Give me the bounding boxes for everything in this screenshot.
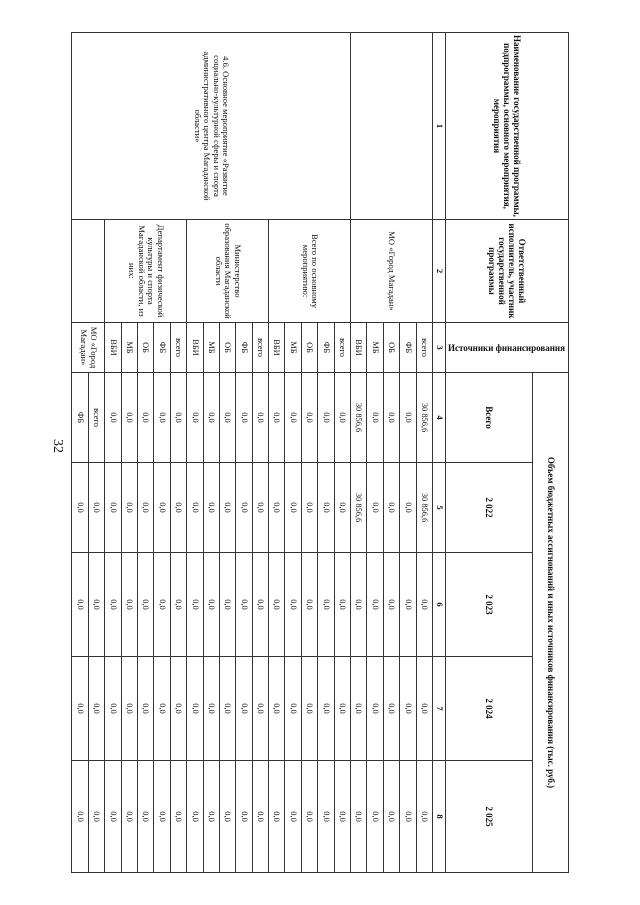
row-name-cell (351, 33, 433, 220)
value-cell: 0,0 (334, 553, 350, 657)
value-cell: 0,0 (187, 463, 203, 553)
value-cell: 0,0 (170, 761, 186, 873)
source-cell: ВБИ (351, 323, 367, 373)
value-cell: 0,0 (137, 553, 153, 657)
source-cell: МБ (367, 323, 383, 373)
measure-name: 4.6. Основное мероприятие «Развитие социально-культурной сферы и спорта административного центра Магаданской области» (72, 33, 351, 220)
header-year: 2 022 (446, 463, 533, 553)
value-cell: 0,0 (236, 373, 252, 463)
value-cell: 0,0 (269, 373, 285, 463)
value-cell: 0,0 (367, 657, 383, 761)
header-executor: Ответственный исполнитель, участник государственной программы (446, 220, 569, 323)
value-cell: 0,0 (154, 761, 170, 873)
value-cell: 0,0 (269, 657, 285, 761)
value-cell: 0,0 (72, 553, 88, 657)
header-funding: Объем бюджетных ассигнований и иных источников финансирования (тыс. руб.) (533, 373, 569, 873)
value-cell: 0,0 (187, 761, 203, 873)
value-cell: 0,0 (187, 373, 203, 463)
value-cell: 0,0 (301, 553, 317, 657)
value-cell: 0,0 (318, 657, 334, 761)
value-cell: 0,0 (269, 463, 285, 553)
value-cell: 0,0 (203, 553, 219, 657)
value-cell: 0,0 (318, 553, 334, 657)
column-number: 5 (433, 463, 446, 553)
value-cell: 0,0 (301, 657, 317, 761)
value-cell: 0,0 (400, 761, 416, 873)
value-cell: 0,0 (137, 463, 153, 553)
value-cell: 0,0 (252, 657, 268, 761)
value-cell: 0,0 (367, 553, 383, 657)
value-cell: 0,0 (400, 657, 416, 761)
column-number: 2 (433, 220, 446, 323)
value-cell: 0,0 (170, 463, 186, 553)
value-cell: 0,0 (367, 373, 383, 463)
value-cell: 0,0 (416, 657, 432, 761)
value-cell: 0,0 (383, 761, 399, 873)
column-number: 8 (433, 761, 446, 873)
value-cell: 0,0 (318, 373, 334, 463)
source-cell: ВБИ (187, 323, 203, 373)
value-cell: 0,0 (88, 761, 104, 873)
value-cell: 0,0 (285, 761, 301, 873)
value-cell: 0,0 (105, 373, 121, 463)
value-cell: 0,0 (154, 553, 170, 657)
source-cell: ФБ (236, 323, 252, 373)
value-cell: 0,0 (72, 657, 88, 761)
value-cell: 30 856,6 (351, 373, 367, 463)
value-cell: 0,0 (137, 657, 153, 761)
value-cell: 0,0 (334, 761, 350, 873)
source-cell: ОБ (301, 323, 317, 373)
value-cell: 0,0 (219, 657, 235, 761)
value-cell: 0,0 (285, 553, 301, 657)
header-name: Наименование государственной программы, подпрограммы, основного мероприятия, мероприятия (446, 33, 569, 220)
source-cell: МБ (121, 323, 137, 373)
source-cell: ОБ (383, 323, 399, 373)
source-cell: ФБ (318, 323, 334, 373)
value-cell: 30 856,6 (351, 463, 367, 553)
value-cell: 0,0 (219, 761, 235, 873)
value-cell: 30 856,6 (416, 463, 432, 553)
value-cell: 0,0 (72, 761, 88, 873)
value-cell: 0,0 (121, 463, 137, 553)
value-cell: 0,0 (219, 463, 235, 553)
executor-cell: МО «Город Магадан» (351, 220, 433, 323)
source-cell: всего (416, 323, 432, 373)
header-total: Всего (446, 373, 533, 463)
value-cell: 0,0 (301, 761, 317, 873)
column-number: 7 (433, 657, 446, 761)
value-cell: 0,0 (88, 657, 104, 761)
value-cell: 0,0 (170, 373, 186, 463)
value-cell: 0,0 (367, 761, 383, 873)
source-cell: МБ (203, 323, 219, 373)
value-cell: 0,0 (252, 373, 268, 463)
value-cell: 0,0 (285, 373, 301, 463)
value-cell: 0,0 (416, 761, 432, 873)
source-cell: ОБ (219, 323, 235, 373)
value-cell: 0,0 (301, 373, 317, 463)
executor-cell: Министерство образования Магаданской области (187, 220, 269, 323)
source-cell: ФБ (400, 323, 416, 373)
executor-cell: Департамент физической культуры и спорта Магаданской области, из них: (105, 220, 187, 323)
value-cell: 0,0 (88, 463, 104, 553)
value-cell: 0,0 (400, 463, 416, 553)
value-cell: 0,0 (416, 553, 432, 657)
value-cell: 0,0 (400, 373, 416, 463)
value-cell: 0,0 (334, 657, 350, 761)
value-cell: 0,0 (285, 463, 301, 553)
value-cell: 0,0 (252, 463, 268, 553)
source-cell: ВБИ (269, 323, 285, 373)
value-cell: 0,0 (105, 463, 121, 553)
value-cell: 0,0 (269, 761, 285, 873)
value-cell: 0,0 (154, 657, 170, 761)
value-cell: 0,0 (219, 373, 235, 463)
executor-cell: Всего по основному мероприятию: (269, 220, 351, 323)
rotated-table-wrapper (75, 32, 569, 872)
value-cell: 0,0 (334, 463, 350, 553)
value-cell: 0,0 (121, 761, 137, 873)
value-cell: 0,0 (400, 553, 416, 657)
value-cell: 0,0 (203, 463, 219, 553)
value-cell: 0,0 (154, 463, 170, 553)
value-cell: 0,0 (318, 463, 334, 553)
table-row (416, 33, 432, 873)
funding-table (71, 32, 569, 873)
value-cell: 0,0 (351, 761, 367, 873)
value-cell: 0,0 (170, 657, 186, 761)
value-cell: 0,0 (203, 761, 219, 873)
source-cell: ОБ (137, 323, 153, 373)
value-cell: 0,0 (203, 657, 219, 761)
value-cell: 0,0 (72, 463, 88, 553)
value-cell: 0,0 (318, 761, 334, 873)
value-cell: 0,0 (88, 553, 104, 657)
table-body (72, 33, 433, 873)
source-cell: всего (252, 323, 268, 373)
value-cell: 0,0 (383, 373, 399, 463)
value-cell: 0,0 (203, 373, 219, 463)
value-cell: 0,0 (105, 761, 121, 873)
source-cell: всего (334, 323, 350, 373)
source-cell: ВБИ (105, 323, 121, 373)
header-year: 2 024 (446, 657, 533, 761)
source-cell: ФБ (154, 323, 170, 373)
row-name-cell (72, 220, 105, 323)
value-cell: 0,0 (137, 761, 153, 873)
source-cell: всего (170, 323, 186, 373)
value-cell: 0,0 (154, 373, 170, 463)
value-cell: 0,0 (269, 553, 285, 657)
value-cell: 0,0 (121, 373, 137, 463)
value-cell: 0,0 (187, 657, 203, 761)
value-cell: 0,0 (334, 373, 350, 463)
value-cell: 0,0 (252, 553, 268, 657)
table-row (334, 33, 350, 873)
source-cell: всего (88, 373, 104, 463)
column-number: 1 (433, 33, 446, 220)
page-number: 32 (50, 439, 65, 453)
value-cell: 0,0 (367, 463, 383, 553)
value-cell: 0,0 (285, 657, 301, 761)
value-cell: 30 856,6 (416, 373, 432, 463)
value-cell: 0,0 (219, 553, 235, 657)
value-cell: 0,0 (351, 553, 367, 657)
header-source: Источники финансирования (446, 323, 569, 373)
value-cell: 0,0 (383, 463, 399, 553)
value-cell: 0,0 (383, 657, 399, 761)
executor-cell: МО «Город Магадан» (72, 323, 105, 373)
value-cell: 0,0 (301, 463, 317, 553)
header-year: 2 023 (446, 553, 533, 657)
value-cell: 0,0 (170, 553, 186, 657)
column-number: 3 (433, 323, 446, 373)
source-cell: ФБ (72, 373, 88, 463)
value-cell: 0,0 (105, 657, 121, 761)
value-cell: 0,0 (121, 553, 137, 657)
value-cell: 0,0 (236, 553, 252, 657)
value-cell: 0,0 (383, 553, 399, 657)
column-number: 6 (433, 553, 446, 657)
value-cell: 0,0 (236, 657, 252, 761)
value-cell: 0,0 (187, 553, 203, 657)
value-cell: 0,0 (236, 463, 252, 553)
header-year: 2 025 (446, 761, 533, 873)
value-cell: 0,0 (236, 761, 252, 873)
source-cell: МБ (285, 323, 301, 373)
value-cell: 0,0 (252, 761, 268, 873)
value-cell: 0,0 (105, 553, 121, 657)
value-cell: 0,0 (121, 657, 137, 761)
value-cell: 0,0 (137, 373, 153, 463)
column-number: 4 (433, 373, 446, 463)
value-cell: 0,0 (351, 657, 367, 761)
